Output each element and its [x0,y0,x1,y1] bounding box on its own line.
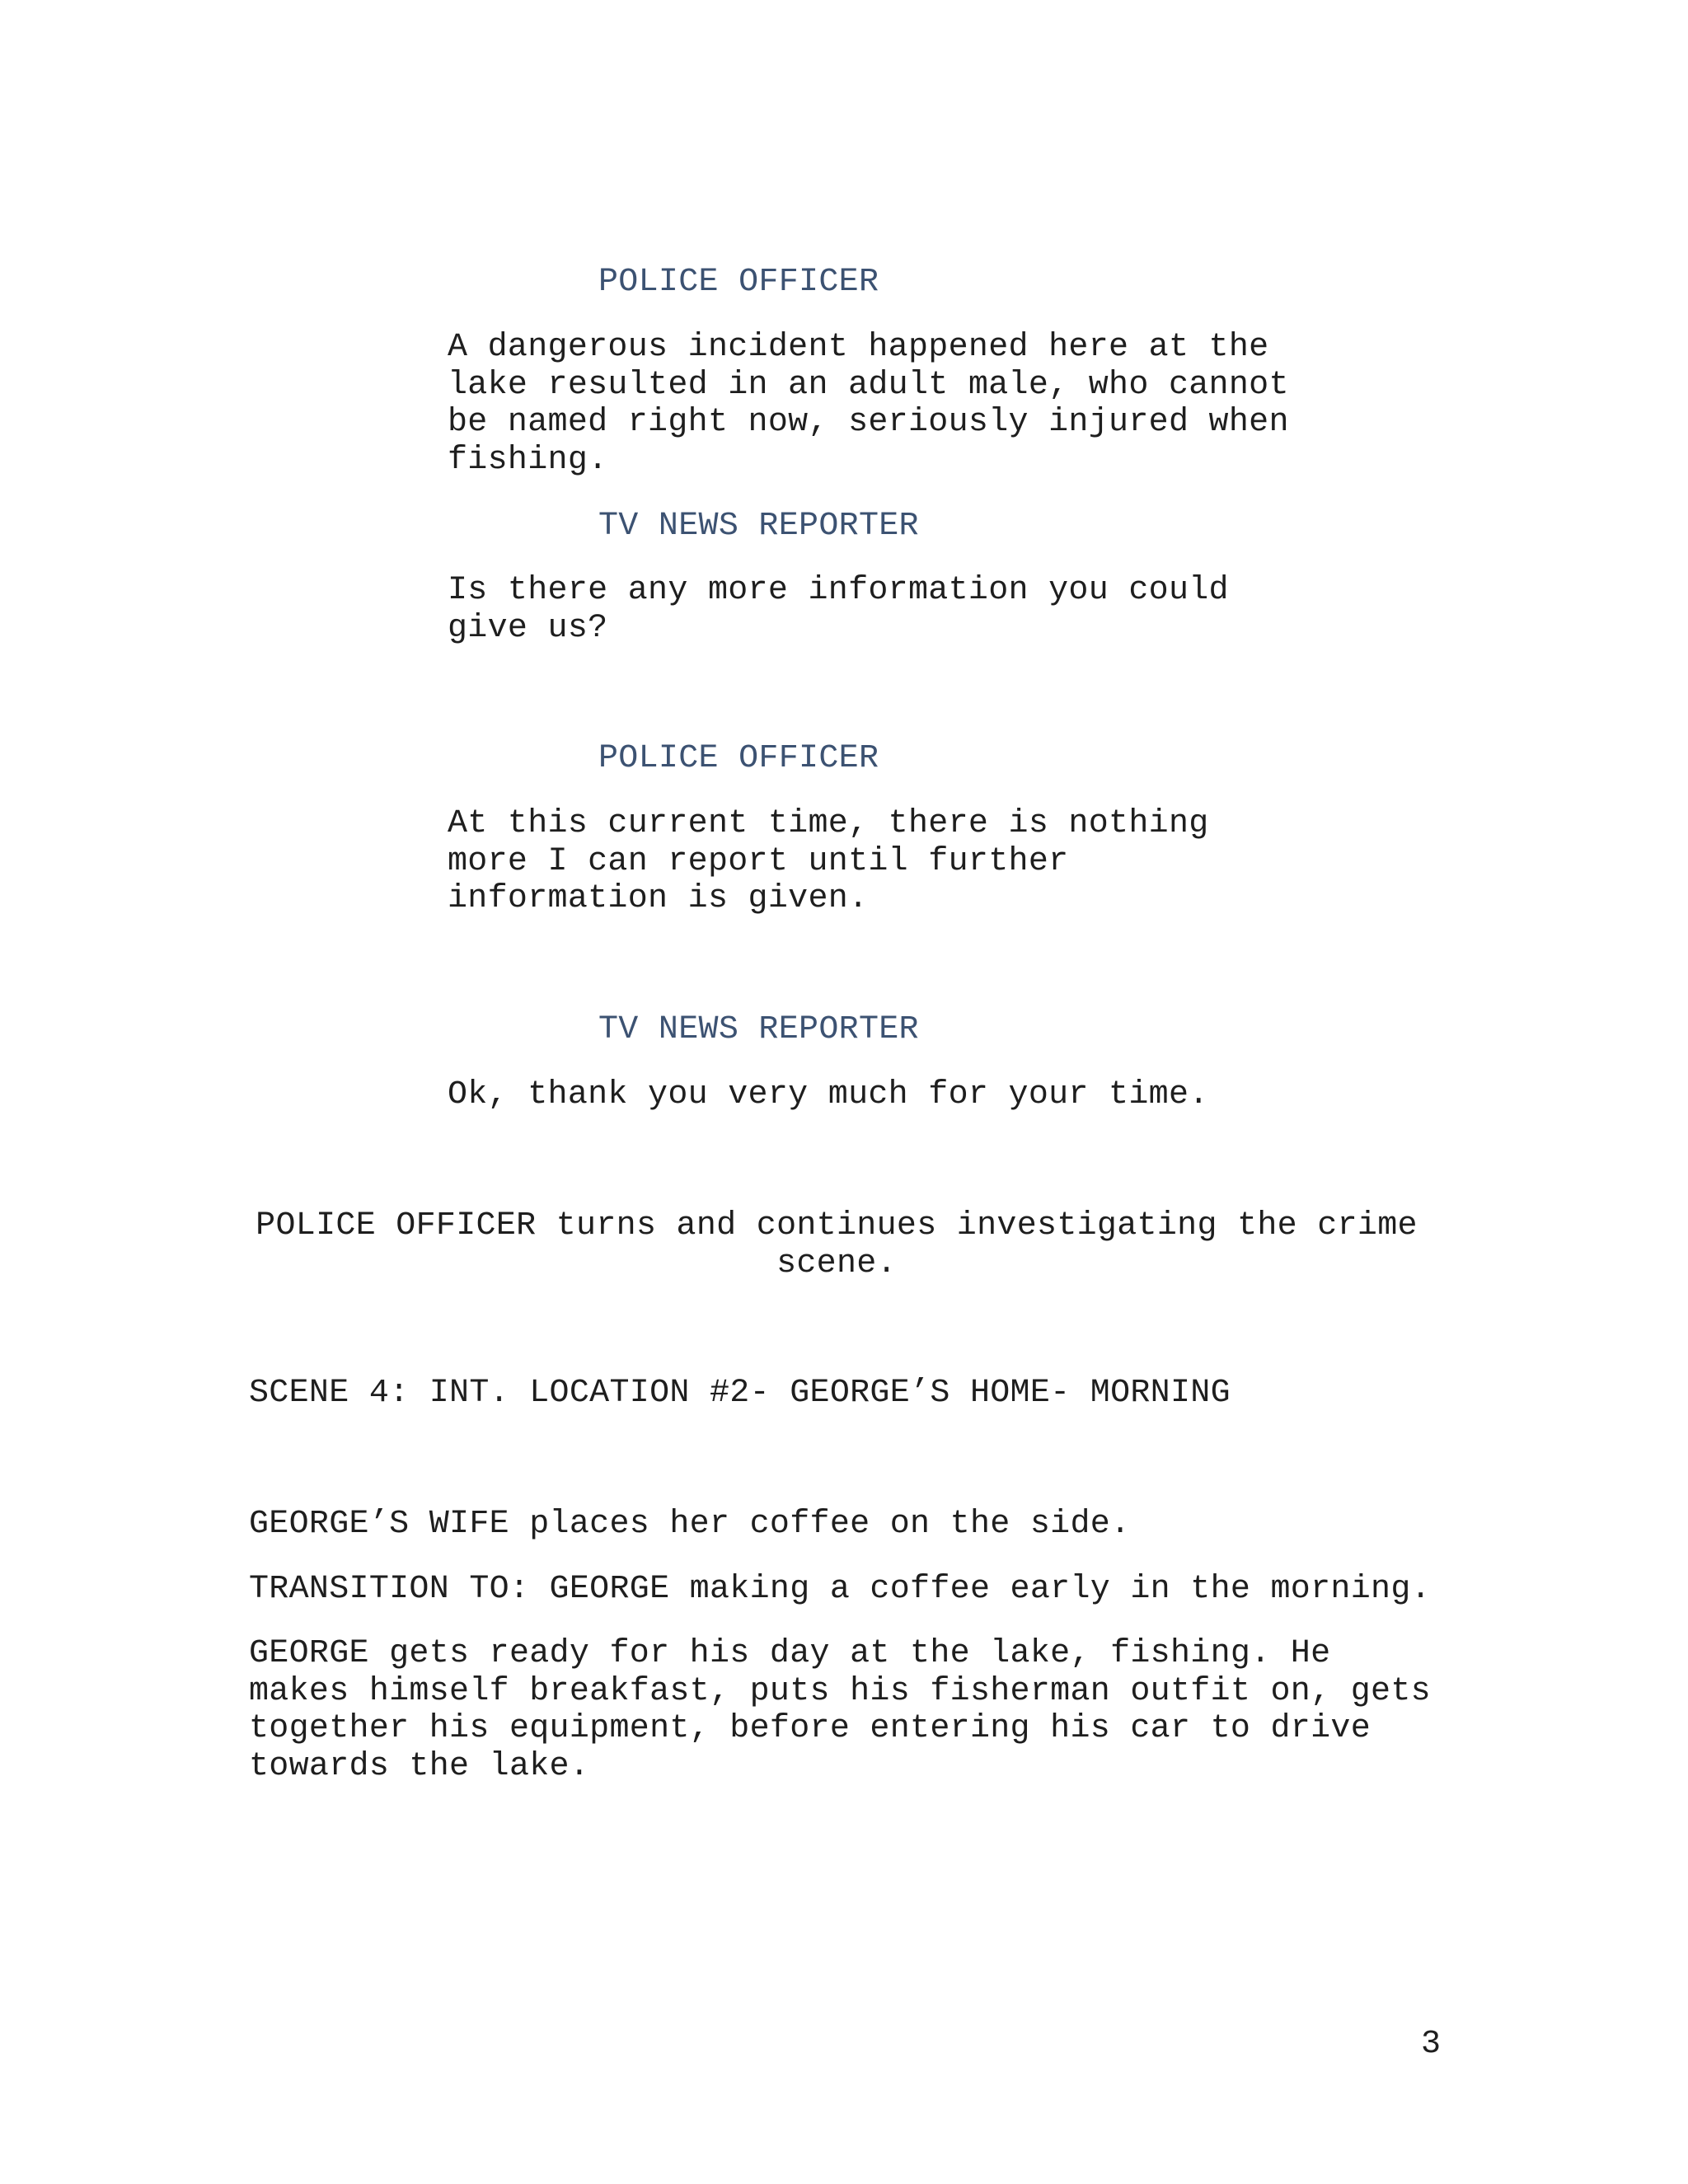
dialogue: Is there any more information you could give us? [448,572,1229,647]
action-paragraph: GEORGE gets ready for his day at the lake, fishing. He makes himself breakfast, puts his fisherman outfit on, gets together his equipment, before entering his car to drive towards the lake. [249,1635,1431,1785]
dialogue: At this current time, there is nothing more I can report until further information is given. [448,805,1209,917]
scene-heading: SCENE 4: INT. LOCATION #2- GEORGE’S HOME- MORNING [249,1375,1231,1412]
page-number: 3 [1421,2026,1442,2063]
action-line: GEORGE’S WIFE places her coffee on the side. [249,1506,1131,1543]
dialogue: Ok, thank you very much for your time. [448,1076,1209,1113]
character-name: POLICE OFFICER [598,740,879,777]
action-line: TRANSITION TO: GEORGE making a coffee early in the morning. [249,1571,1431,1608]
character-name: TV NEWS REPORTER [598,508,919,545]
character-name: TV NEWS REPORTER [598,1011,919,1048]
action-line: POLICE OFFICER turns and continues investigating the crime scene. [256,1207,1418,1282]
character-name: POLICE OFFICER [598,264,879,301]
dialogue: A dangerous incident happened here at the lake resulted in an adult male, who cannot be named right now, seriously injured when fishing. [448,329,1289,479]
